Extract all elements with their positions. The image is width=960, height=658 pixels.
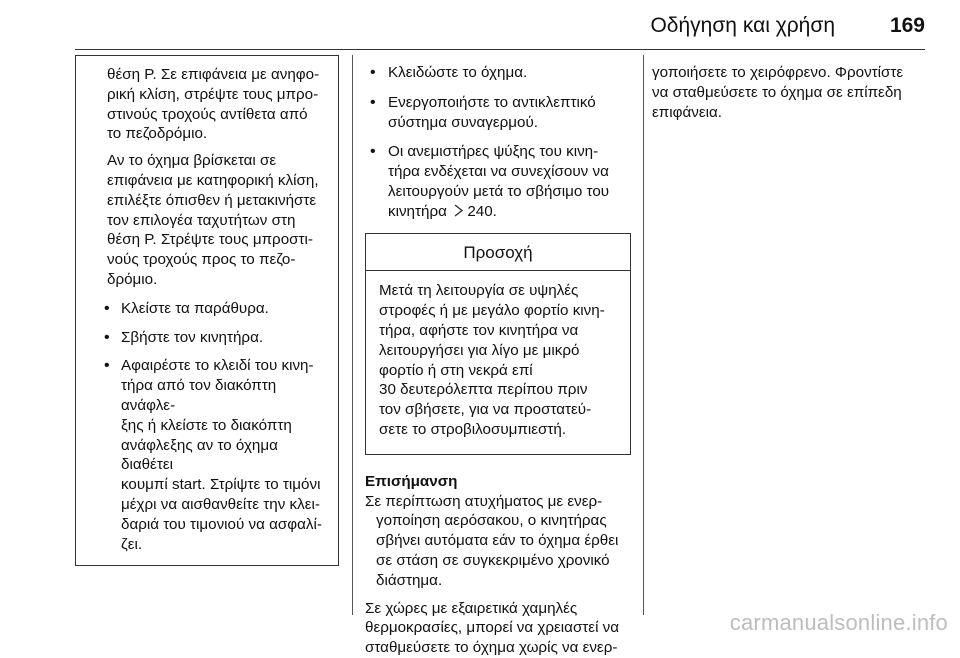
column-divider-2	[643, 55, 644, 615]
page-number: 169	[889, 14, 925, 37]
note-block: Επισήμανση Σε περίπτωση ατυχήματος με ενερ- γοποίηση αερόσακου, ο κινητήρας σβήνει αυτόματα εάν το όχημα έρθει σε στάση σε συγκεκριμένο χρονικό διάστημα.	[365, 472, 631, 591]
bullet-anti-theft: • Ενεργοποιήστε το αντικλεπτικό σύστημα συναγερμού.	[365, 93, 631, 133]
paragraph-continued: γοποιήσετε το χειρόφρενο. Φροντίστε να σταθμεύσετε το όχημα σε επίπεδη επιφάνεια.	[652, 64, 904, 121]
bullet-engine-off: • Σβήστε τον κινητήρα.	[90, 328, 329, 348]
caution-box	[365, 233, 631, 455]
instruction-box	[75, 55, 339, 566]
bullet-close-windows: • Κλείστε τα παράθυρα.	[90, 299, 329, 319]
caution-title: Προσοχή	[366, 234, 630, 272]
box-paragraph-downhill: Αν το όχημα βρίσκεται σε επιφάνεια με κατηφορική κλίση, επιλέξτε όπισθεν ή μετακινήστε τον επιλογέα ταχυτήτων στη θέση P. Στρέψτε τους μπροστι- νούς τροχούς προς το πεζο- δρόμιο.	[107, 152, 319, 288]
bullet-lock-vehicle: • Κλειδώστε το όχημα.	[365, 63, 631, 83]
bullet-cooling-fans: • Οι ανεμιστήρες ψύξης του κινη- τήρα ενδέχεται να συνεχίσουν να λειτουργούν μετά το σβήσιμο του κινητήρα 240.	[365, 142, 631, 222]
watermark: carmanualsonline.info	[729, 610, 948, 635]
page-reference-link[interactable]: 240.	[463, 202, 497, 220]
column-divider-1	[352, 55, 353, 615]
box-paragraph-uphill: θέση P. Σε επιφάνεια με ανηφο- ρική κλίση, στρέψτε τους μπρο- στινούς τροχούς αντίθετα από το πεζοδρόμιο.	[107, 66, 320, 143]
caution-body: Μετά τη λειτουργία σε υψηλές στροφές ή με μεγάλο φορτίο κινη- τήρα, αφήστε τον κινητήρα να λειτουργήσει για λίγο με μικρό φορτίο ή στη νεκρά επί 30 δευτερόλεπτα περίπου πριν τον σβήσετε, για να προστατεύ- σετε το στροβιλοσυμπιεστή.	[379, 282, 605, 438]
column-1	[75, 55, 339, 566]
bullet-remove-key: • Αφαιρέστε το κλειδί του κινη- τήρα από τον διακόπτη ανάφλε- ξης ή κλείστε το διακόπτη ανάφλεξης αν το όχημα διαθέτει κουμπί start. Στρίψτε το τιμόνι μέχρι να αισθανθείτε την κλει- δαριά του τιμονιού να ασφαλί- ζει.	[90, 356, 329, 554]
column-3	[652, 63, 928, 122]
note-body: γοποίηση αερόσακου, ο κινητήρας σβήνει αυτόματα εάν το όχημα έρθει σε στάση σε συγκεκριμένο χρονικό διάστημα.	[376, 512, 619, 589]
running-header-title: Οδήγηση και χρήση	[650, 14, 835, 37]
note-title: Επισήμανση	[365, 472, 458, 490]
page-reference-arrow-icon	[454, 203, 463, 223]
header-rule	[75, 49, 925, 50]
paragraph-cold-climates: Σε χώρες με εξαιρετικά χαμηλές θερμοκρασίες, μπορεί να χρειαστεί να σταθμεύσετε το όχημα χωρίς να ενερ-	[365, 599, 620, 657]
column-2	[365, 63, 631, 658]
